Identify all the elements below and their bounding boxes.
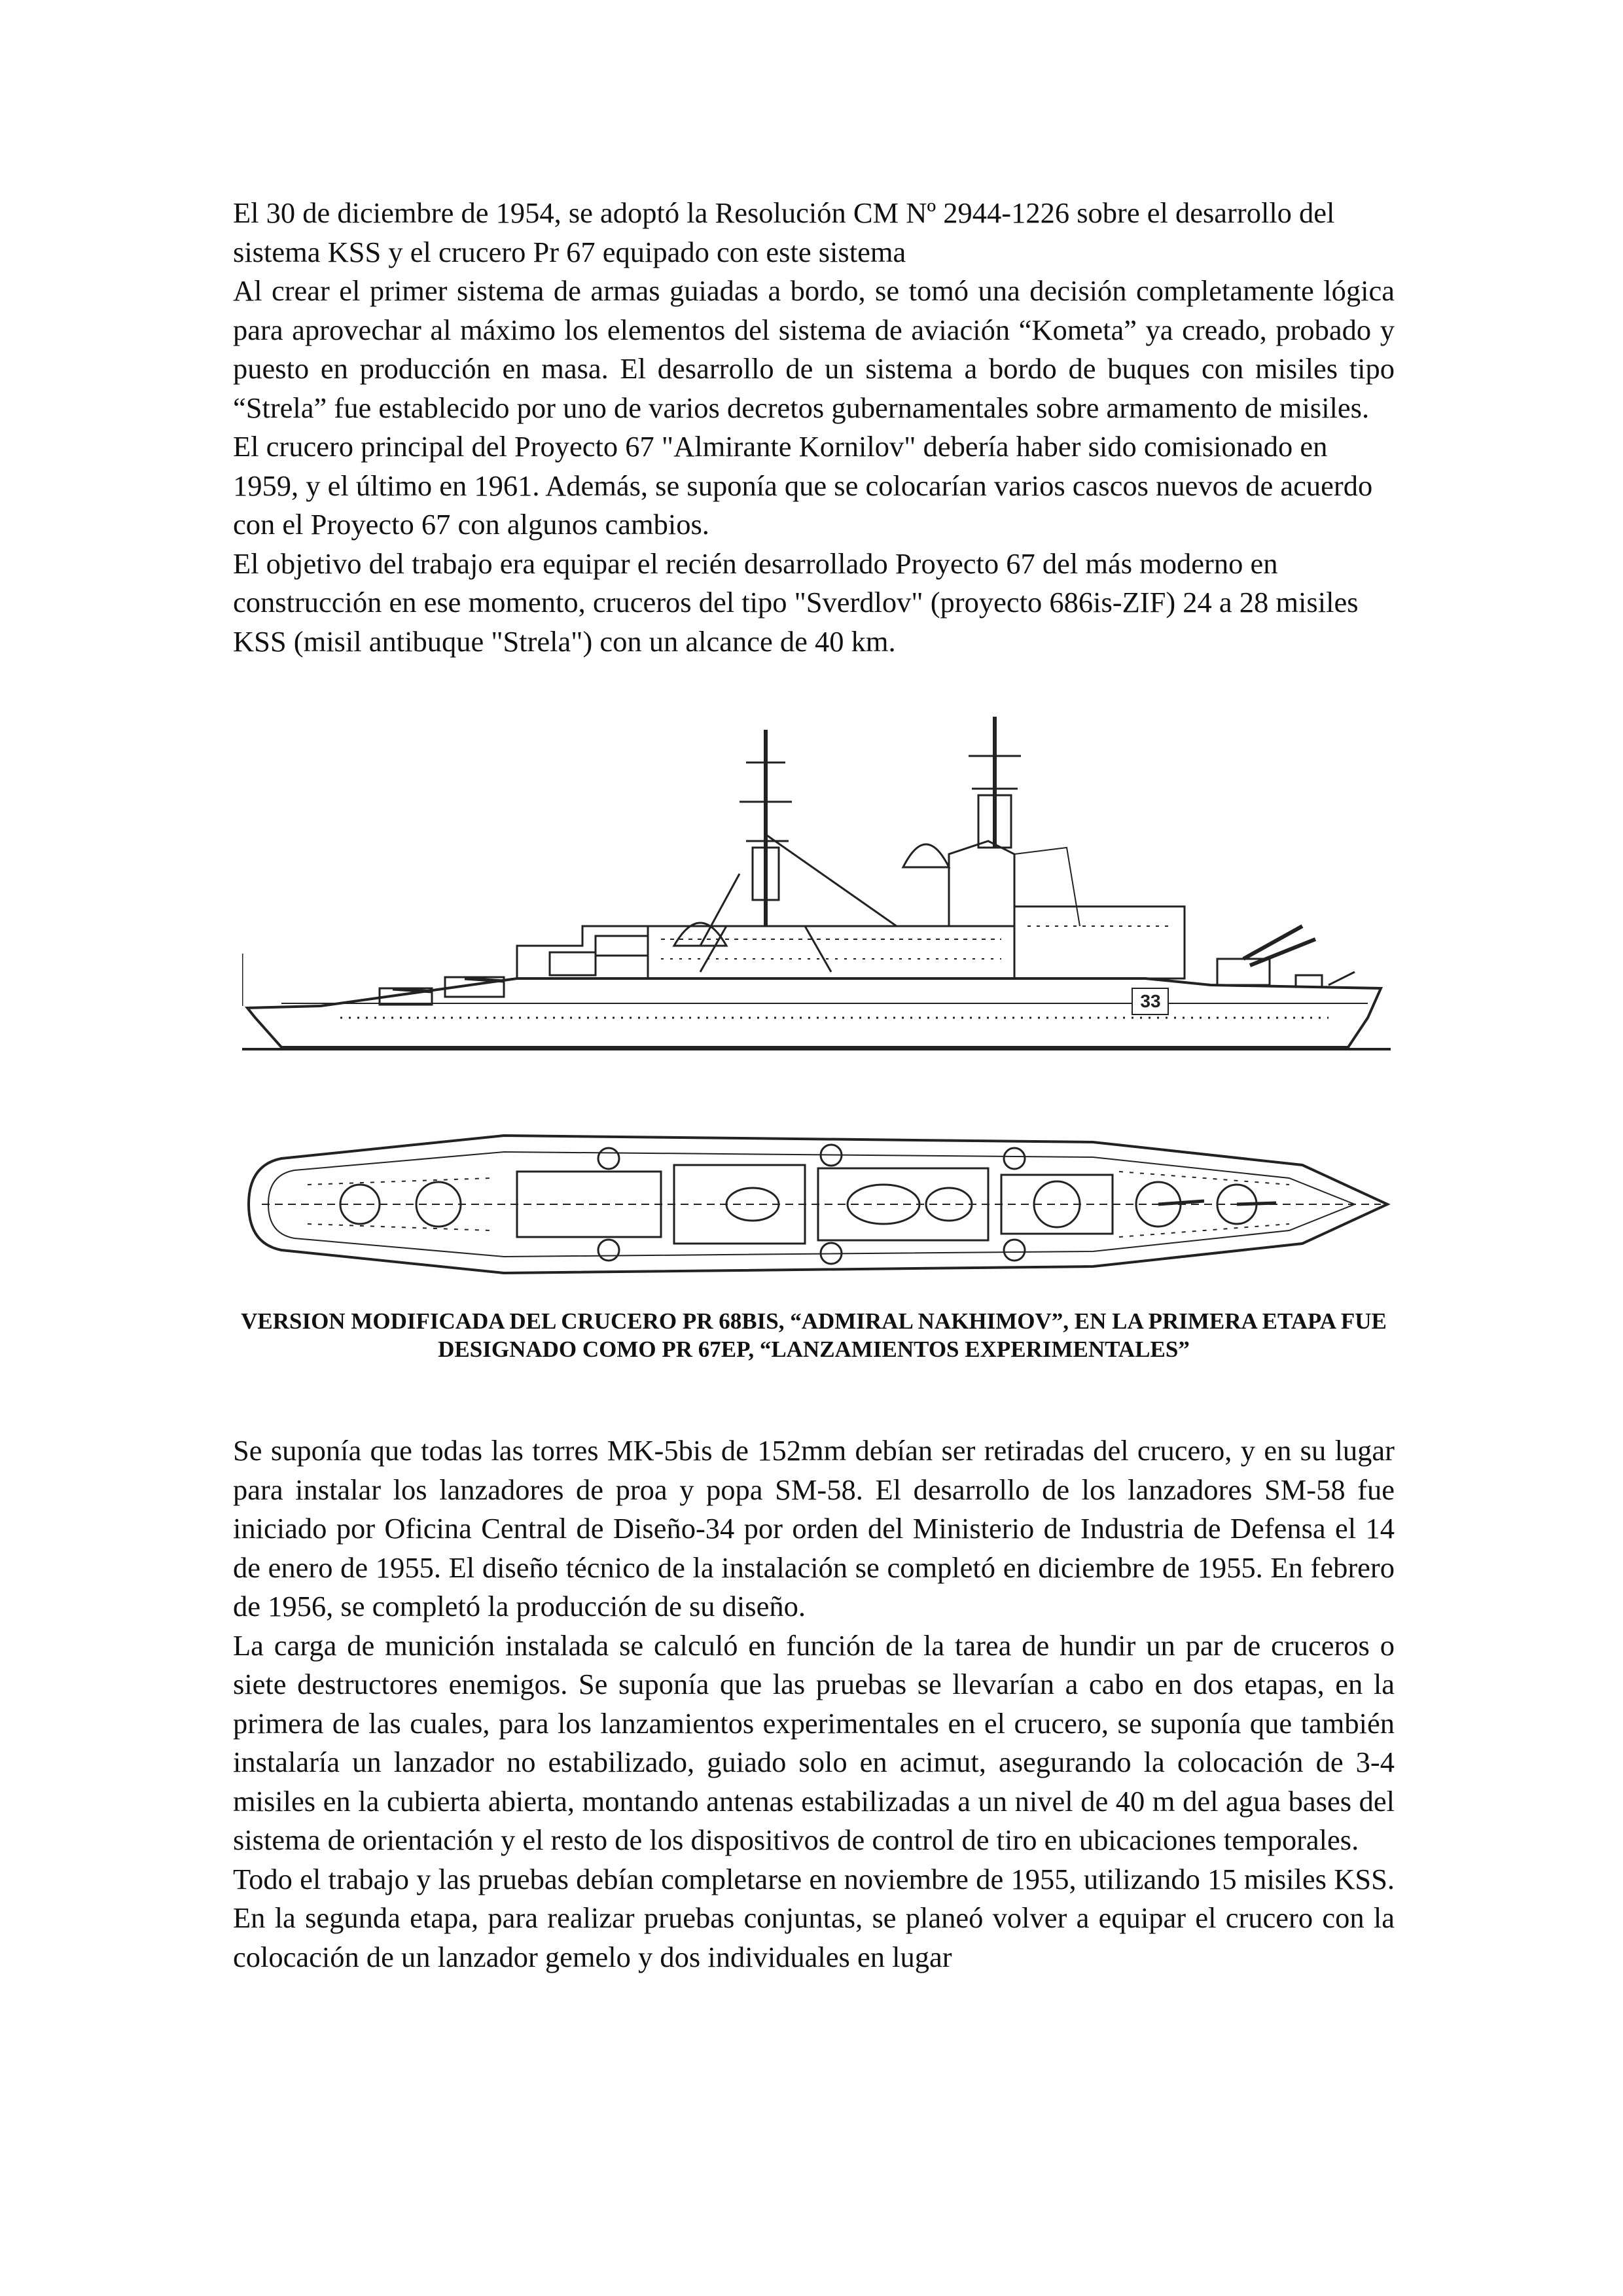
paragraph: El 30 de diciembre de 1954, se adoptó la Resolución CM Nº 2944-1226 sobre el desarrollo del sistema KSS y el crucero Pr 67 equipado con este sistema (233, 196, 1335, 268)
cruiser-side-profile-drawing (242, 710, 1391, 1057)
paragraph: La carga de munición instalada se calculó en función de la tarea de hundir un par de cruceros o siete destructores enemigos. Se suponía que las pruebas se llevarían a cabo en dos etapas, en la primera de las cuales, para los lanzamientos experimentales en el crucero, se suponía que también instalaría un lanzador no estabilizado, guiado solo en acimut, asegurando la colocación de 3-4 misiles en la cubierta abierta, montando antenas estabilizadas a un nivel de 40 m del agua bases del sistema de orientación y el resto de los dispositivos de control de tiro en ubicaciones temporales. (233, 1628, 1395, 1856)
paragraph: Se suponía que todas las torres MK-5bis de 152mm debían ser retiradas del crucero, y en su lugar para instalar los lanzadores de proa y popa SM-58. El desarrollo de los lanzadores SM-58 fue iniciado por Oficina Central de Diseño-34 por orden del Ministerio de Industria de Defensa el 14 de enero de 1955. El diseño técnico de la instalación se completó en diciembre de 1955. En febrero de 1956, se completó la producción de su diseño. (233, 1434, 1395, 1623)
paragraph: El crucero principal del Proyecto 67 "Almirante Kornilov" debería haber sido comisionado en 1959, y el último en 1961. Además, se suponía que se colocarían varios cascos nuevos de acuerdo con el Proyecto 67 con algunos cambios. (233, 430, 1373, 541)
cruiser-plan-view-drawing (242, 1113, 1391, 1299)
body-text-top (233, 194, 1395, 661)
body-text-bottom (233, 1431, 1395, 1977)
paragraph: El objetivo del trabajo era equipar el recién desarrollado Proyecto 67 del más moderno en construcción en ese momento, cruceros del tipo "Sverdlov" (proyecto 686is-ZIF) 24 a 28 misiles KSS (misil antibuque "Strela") con un alcance de 40 km. (233, 547, 1359, 658)
paragraph: Al crear el primer sistema de armas guiadas a bordo, se tomó una decisión completamente lógica para aprovechar al máximo los elementos del sistema de aviación “Kometa” ya creado, probado y puesto en producción en masa. El desarrollo de un sistema a bordo de buques con misiles tipo “Strela” fue establecido por uno de varios decretos gubernamentales sobre armamento de misiles. (233, 274, 1395, 424)
paragraph: Todo el trabajo y las pruebas debían completarse en noviembre de 1955, utilizando 15 misiles KSS. En la segunda etapa, para realizar pruebas conjuntas, se planeó volver a equipar el crucero con la colocación de un lanzador gemelo y dos individuales en lugar (233, 1862, 1395, 1973)
figure-caption: VERSION MODIFICADA DEL CRUCERO PR 68BIS, “ADMIRAL NAKHIMOV”, EN LA PRIMERA ETAPA FUE DESIGNADO COMO PR 67EP, “LANZAMIENTOS EXPERIMENTALES” (241, 1308, 1387, 1362)
hull-number-label: 33 (1140, 991, 1161, 1011)
